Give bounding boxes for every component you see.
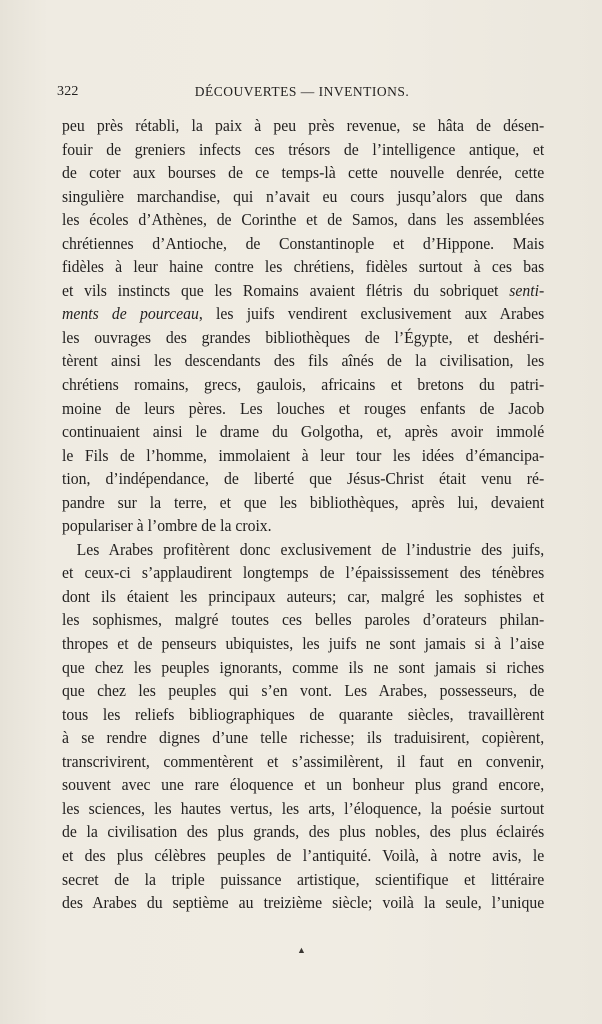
text-line: le Fils de l’homme, immolaient à leur tour les idées d’émancipa-: [62, 445, 545, 465]
text-line: singulière marchandise, qui n’avait eu cours jusqu’alors que dans: [62, 186, 545, 206]
running-head: DÉCOUVERTES — INVENTIONS.: [194, 84, 410, 99]
page-number: 322: [57, 84, 79, 99]
text-line: fidèles à leur haine contre les chrétiens, fidèles surtout à ces bas: [62, 257, 545, 277]
text-line: pandre sur la terre, et que les bibliothèques, après lui, devaient: [62, 492, 545, 512]
text-line: et vils instincts que les Romains avaient flétris du sobriquet senti-: [62, 280, 545, 300]
print-mark: ▲: [297, 945, 306, 955]
text-line: chrétiennes d’Antioche, de Constantinople et d’Hippone. Mais: [62, 233, 545, 253]
page-header: [57, 84, 547, 106]
text-line: les sciences, les hautes vertus, les arts, l’éloquence, la poésie surtout: [62, 798, 545, 818]
text-line: chrétiens romains, grecs, gaulois, africains et bretons du patri-: [62, 375, 545, 395]
text-line: continuaient ainsi le drame du Golgotha, et, après avoir immolé: [62, 422, 545, 442]
text-line: populariser à l’ombre de la croix.: [62, 516, 272, 536]
text-line: secret de la triple puissance artistique, scientifique et littéraire: [62, 869, 545, 889]
text-line: de coter aux bourses de ce temps-là cette nouvelle denrée, cette: [62, 163, 545, 183]
text-line: les écoles d’Athènes, de Corinthe et de Samos, dans les assemblées: [62, 210, 545, 230]
text-line: tèrent ainsi les descendants des fils aînés de la civilisation, les: [62, 351, 545, 371]
text-line: peu près rétabli, la paix à peu près revenue, se hâta de désen-: [62, 116, 545, 135]
paragraph-start-line: Les Arabes profitèrent donc exclusivement de l’industrie des juifs,: [76, 539, 545, 559]
text-line: ments de pourceau, les juifs vendirent exclusivement aux Arabes: [62, 304, 545, 324]
text-line: les ouvrages des grandes bibliothèques de l’Égypte, et deshéri-: [62, 327, 545, 347]
text-line: moine de leurs pères. Les louches et rouges enfants de Jacob: [62, 398, 545, 418]
text-line: fouir de greniers infects ces trésors de l’intelligence antique, et: [62, 139, 545, 159]
text-line: des Arabes du septième au treizième siècle; voilà la seule, l’unique: [62, 893, 545, 913]
text-line: tion, d’indépendance, de liberté que Jésus-Christ était venu ré-: [62, 469, 545, 489]
text-line: transcrivirent, commentèrent et s’assimilèrent, il faut en convenir,: [62, 751, 545, 771]
text-line: que chez les peuples ignorants, comme ils ne sont jamais si riches: [62, 657, 545, 677]
text-line: les sophismes, malgré toutes ces belles paroles d’orateurs philan-: [62, 610, 545, 630]
body-text: [62, 114, 544, 915]
text-line: et ceux-ci s’applaudirent longtemps de l’épaississement des ténèbres: [62, 563, 545, 583]
text-line: tous les reliefs bibliographiques de quarante siècles, travaillèrent: [62, 704, 545, 724]
italic-text: ments de pourceau: [62, 304, 199, 324]
text-line: souvent avec une rare éloquence et un bonheur plus grand encore,: [62, 775, 545, 795]
text-line: et des plus célèbres peuples de l’antiquité. Voilà, à notre avis, le: [62, 845, 545, 865]
text-line: dont ils étaient les principaux auteurs; car, malgré les sophistes et: [62, 586, 545, 606]
italic-text: senti-: [509, 280, 545, 300]
text-line: que chez les peuples qui s’en vont. Les Arabes, possesseurs, de: [62, 681, 545, 701]
text-line: thropes et de penseurs ubiquistes, les juifs ne sont jamais si à l’aise: [62, 634, 545, 654]
text-line: à se rendre dignes d’une telle richesse; ils traduisirent, copièrent,: [62, 728, 545, 748]
text-line: de la civilisation des plus grands, des plus nobles, des plus éclairés: [62, 822, 545, 842]
